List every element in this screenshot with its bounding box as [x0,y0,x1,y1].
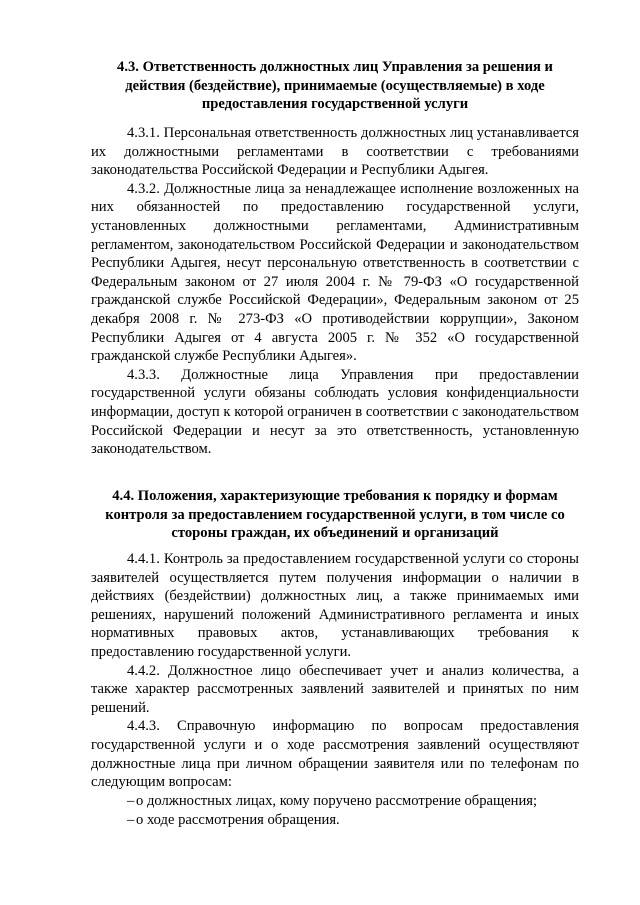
section-heading: 4.3. Ответственность должностных лиц Управления за решения и действия (бездействие), принимаемые (осуществляемые) в ходе предоставления государственной услуги [117,59,553,113]
paragraph-4-4-2: 4.4.2. Должностное лицо обеспечивает учет и анализ количества, а также характер рассмотренных заявлений заявителей и принятых по ним решений. [91,662,579,716]
section-4-3 [91,58,579,114]
paragraph-4-3-1: 4.3.1. Персональная ответственность должностных лиц устанавливается их должностными регламентами в соответствии с требованиями законодательства Российской Федерации и Республики Адыгея. [91,125,579,179]
dash-marker: – [127,811,135,828]
paragraph-4-3-3: 4.3.3. Должностные лица Управления при предоставлении государственной услуги обязаны соблюдать условия конфиденциальности информации, доступ к которой ограничен в соответствии с законодательством Российской Федерации и несут за это ответственность, установленную законодательством. [91,366,579,458]
paragraph-4-4-3: 4.4.3. Справочную информацию по вопросам предоставления государственной услуги и о ходе рассмотрения заявлений осуществляют должностные лица при личном обращении заявителя или по телефонам по следующим вопросам: [91,718,579,791]
section-4-4-body [91,550,579,830]
list-item [91,811,579,830]
section-4-4 [91,487,579,543]
paragraph-4-3-2: 4.3.2. Должностные лица за ненадлежащее исполнение возложенных на них обязанностей по предоставлению государственной услуги, установленных должностными регламентами, Административным регламентом, законодательством Российской Федерации и законодательством Республики Адыгея, несут персональную ответственность в соответствии с Федеральным законом от 27 июля 2004 г. № 79-ФЗ «О государственной гражданской службе Российской Федерации», Федеральным законом от 25 декабря 2008 г. № 273-ФЗ «О противодействии коррупции», Законом Республики Адыгея от 4 августа 2005 г. № 352 «О государственной гражданской службе Республики Адыгея». [91,180,579,365]
section-heading: 4.4. Положения, характеризующие требования к порядку и формам контроля за предоставлением государственной услуги, в том числе со стороны граждан, их объединений и организаций [105,488,565,542]
section-4-3-body [91,124,579,459]
bullet-list [91,792,579,830]
list-item-text: о должностных лицах, кому поручено рассмотрение обращения; [136,792,538,809]
list-item [91,792,579,811]
list-item-text: о ходе рассмотрения обращения. [136,811,340,828]
paragraph-4-4-1: 4.4.1. Контроль за предоставлением государственной услуги со стороны заявителей осуществляется путем получения информации о наличии в действиях (бездействии) должностных лиц, а также принимаемых ими решениях, нарушений положений Административного регламента и иных нормативных правовых актов, устанавливающих требования к предоставлению государственной услуги. [91,551,579,660]
dash-marker: – [127,792,135,809]
